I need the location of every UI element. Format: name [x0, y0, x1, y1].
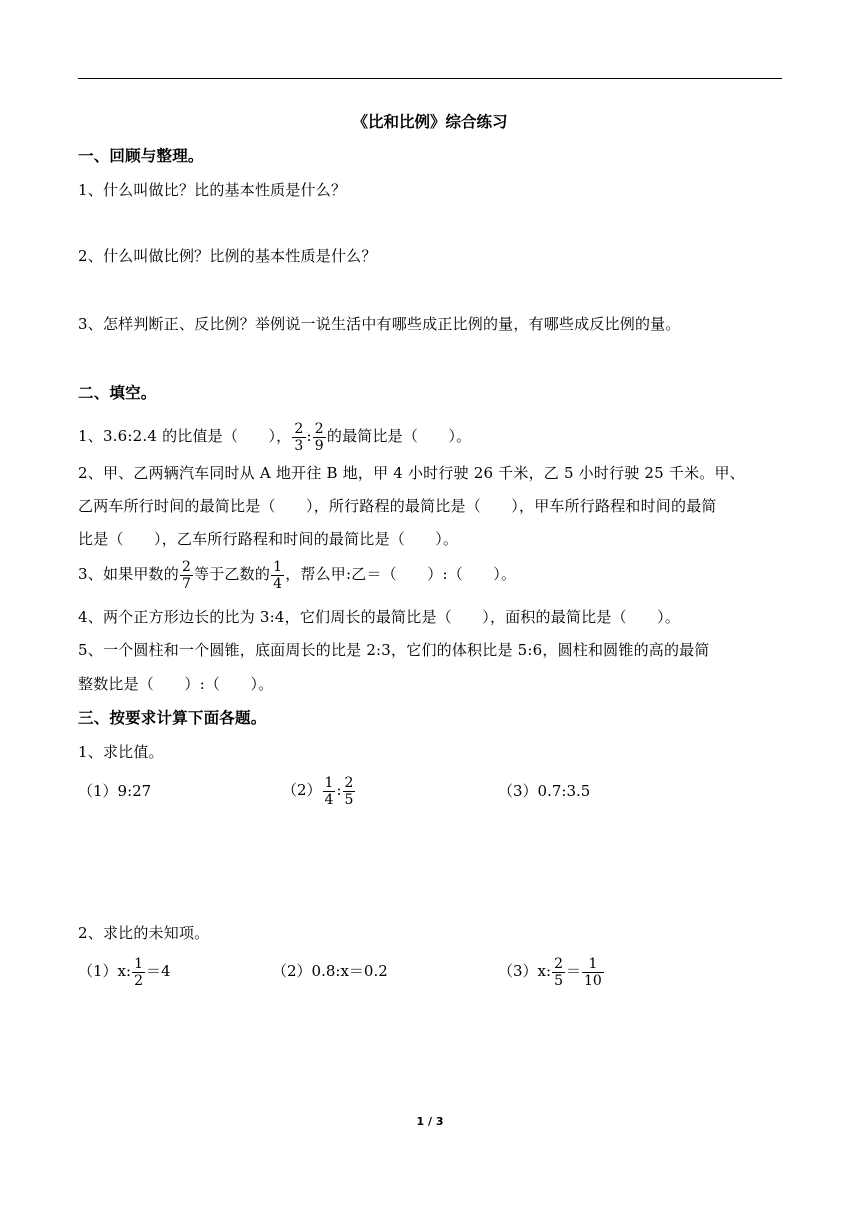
question-2-1-text-b: 的最简比是（ ）。: [326, 427, 472, 445]
problem-3-1-b: [282, 772, 356, 808]
problem-3-1-a: （1）9:27: [78, 782, 152, 800]
fraction: [313, 421, 326, 454]
problem-3-1-title: 1、求比值。: [78, 743, 164, 761]
problem-3-2-title: 2、求比的未知项。: [78, 924, 210, 942]
question-2-2-line-3: 比是（ ），乙车所行路程和时间的最简比是（ ）。: [78, 530, 459, 548]
denominator: 5: [344, 791, 354, 808]
question-2-1: [78, 418, 471, 454]
denominator: 4: [324, 791, 334, 808]
numerator: 1: [273, 558, 283, 575]
numerator: 2: [344, 774, 354, 791]
denominator: 5: [554, 972, 563, 989]
fraction: [582, 956, 604, 989]
problem-3-2-a: [78, 953, 171, 989]
question-2-1-text-a: 1、3.6:2.4 的比值是（ ），: [78, 427, 292, 445]
colon: :: [306, 427, 312, 445]
problem-3-2-a-suffix: ＝4: [145, 962, 171, 980]
equals: ＝: [565, 962, 581, 980]
denominator: 7: [181, 575, 192, 592]
fraction: [132, 956, 145, 989]
problem-3-2-c: [498, 953, 605, 989]
question-2-2-line-1: 2、甲、乙两辆汽车同时从 A 地开往 B 地，甲 4 小时行驶 26 千米，乙 5 小时行驶 25 千米。甲、: [78, 464, 745, 482]
question-2-2-line-2: 乙两车所行时间的最简比是（ ），所行路程的最简比是（ ），甲车所行路程和时间的最简: [78, 497, 717, 515]
numerator: 1: [582, 956, 604, 973]
numerator: 1: [134, 955, 143, 972]
question-1-3: 3、怎样判断正、反比例？举例说一说生活中有哪些成正比例的量，有哪些成反比例的量。: [78, 315, 681, 333]
header-rule: [78, 78, 782, 79]
question-1-1: 1、什么叫做比？比的基本性质是什么？: [78, 181, 347, 199]
denominator: 4: [273, 575, 283, 592]
problem-3-2-c-prefix: （3）x:: [498, 962, 552, 980]
question-2-3: [78, 556, 516, 592]
numerator: 1: [324, 774, 334, 791]
fraction: [552, 956, 565, 989]
problem-3-1-b-prefix: （2）: [282, 781, 322, 799]
colon: :: [336, 781, 342, 799]
section-heading-calculate: 三、按要求计算下面各题。: [78, 709, 267, 727]
numerator: 2: [181, 558, 192, 575]
question-2-4: 4、两个正方形边长的比为 3:4，它们周长的最简比是（ ），面积的最简比是（ ）。: [78, 608, 681, 626]
page-number: 1 / 3: [416, 1115, 444, 1128]
problem-3-1-c: （3）0.7:3.5: [498, 782, 591, 800]
numerator: 2: [294, 420, 304, 437]
numerator: 2: [314, 420, 324, 437]
question-2-3-text-a: 3、如果甲数的: [78, 565, 179, 583]
fraction: [180, 559, 193, 592]
section-heading-fill-blank: 二、填空。: [78, 384, 157, 402]
question-2-3-text-b: 等于乙数的: [194, 565, 271, 583]
fraction: [343, 775, 356, 808]
denominator: 10: [584, 972, 602, 989]
fraction: [292, 421, 305, 454]
section-heading-review: 一、回顾与整理。: [78, 147, 204, 165]
problem-3-2-b: （2）0.8:x＝0.2: [272, 962, 388, 980]
denominator: 3: [294, 437, 304, 454]
fraction: [323, 775, 336, 808]
question-1-2: 2、什么叫做比例？比例的基本性质是什么？: [78, 247, 377, 265]
denominator: 2: [134, 972, 143, 989]
question-2-5-line-1: 5、一个圆柱和一个圆锥，底面周长的比是 2:3，它们的体积比是 5:6，圆柱和圆锥的高的最简: [78, 641, 710, 659]
fraction: [271, 559, 284, 592]
page-title: 《比和比例》综合练习: [352, 113, 508, 131]
denominator: 9: [314, 437, 324, 454]
numerator: 2: [554, 955, 563, 972]
question-2-5-line-2: 整数比是（ ）:（ ）。: [78, 675, 274, 693]
question-2-3-text-c: ，帮么甲:乙＝（ ）:（ ）。: [285, 565, 517, 583]
problem-3-2-a-prefix: （1）x:: [78, 962, 132, 980]
